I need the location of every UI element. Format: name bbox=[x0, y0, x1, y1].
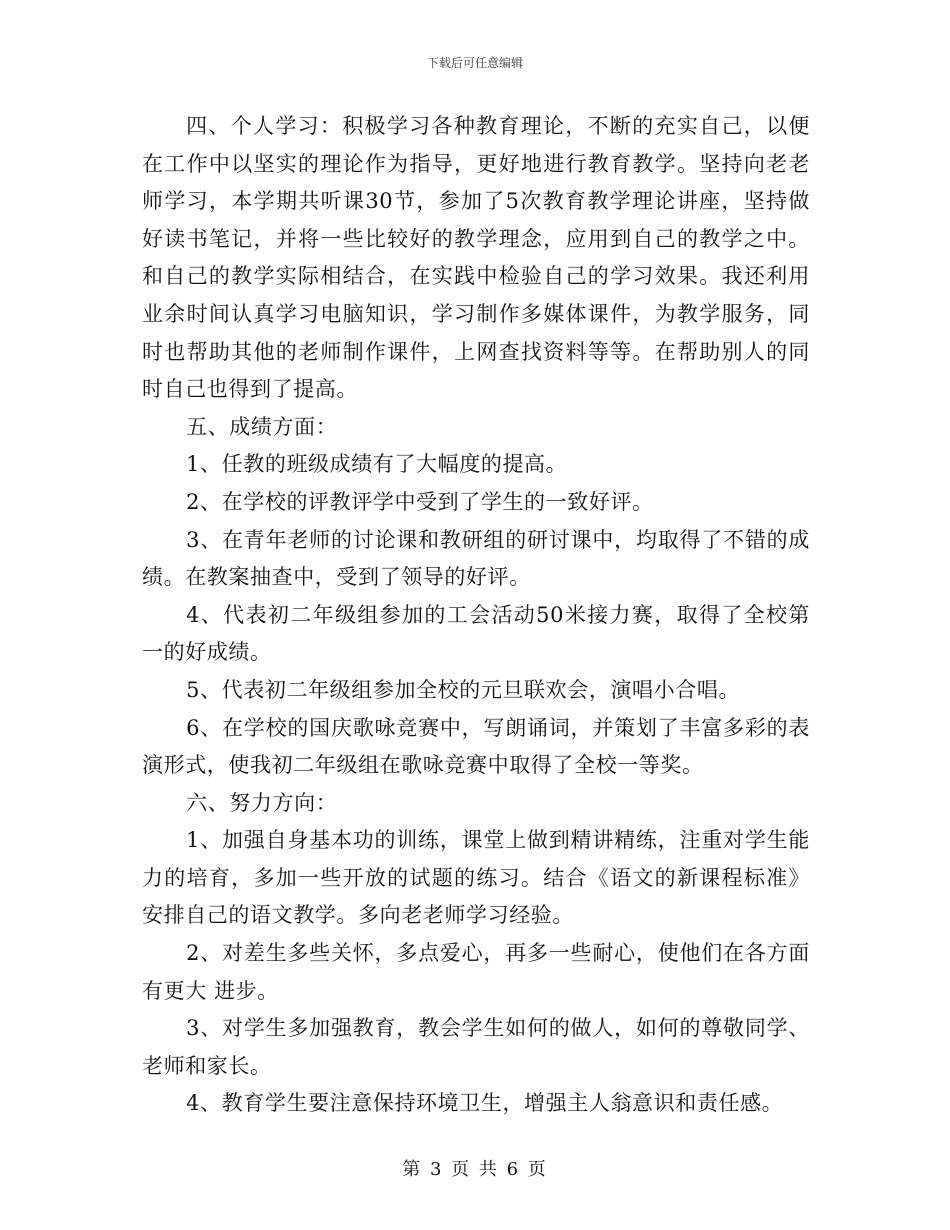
page-header-note: 下载后可任意编辑 bbox=[426, 56, 523, 70]
list-item: 1、任教的班级成绩有了大幅度的提高。 bbox=[186, 452, 568, 477]
paragraph-personal-study: 四、个人学习：积极学习各种教育理论，不断的充实自己，以便在工作中以坚实的理论作为指导，更好地进行教育教学。坚持向老老师学习，本学期共听课30节，参加了5次教育教学理论讲座，坚持做好读书笔记，并将一些比较好的教学理念，应用到自己的教学之中。和自己的教学实际相结合，在实践中检验自己的学习效果。我还利用业余时间认真学习电脑知识，学习制作多媒体课件，为教学服务，同时也帮助其他的老师制作课件，上网查找资料等等。在帮助别人的同时自己也得到了提高。 bbox=[142, 114, 810, 402]
heading-direction: 六、努力方向： bbox=[186, 790, 338, 815]
heading-achievements: 五、成绩方面： bbox=[186, 414, 338, 439]
list-item: 5、代表初二年级组参加全校的元旦联欢会，演唱小合唱。 bbox=[186, 677, 741, 702]
list-item: 6、在学校的国庆歌咏竞赛中，写朗诵词，并策划了丰富多彩的表演形式，使我初二年级组在歌咏竞赛中取得了全校一等奖。 bbox=[142, 715, 810, 778]
page-number: 第 3 页 共 6 页 bbox=[402, 1159, 548, 1180]
list-item: 2、对差生多些关怀，多点爱心，再多一些耐心，使他们在各方面有更大 进步。 bbox=[142, 941, 810, 1003]
document-body bbox=[142, 108, 810, 1123]
list-item: 3、对学生多加强教育，教会学生如何的做人，如何的尊敬同学、老师和家长。 bbox=[142, 1016, 810, 1078]
list-item: 4、代表初二年级组参加的工会活动50米接力赛，取得了全校第一的好成绩。 bbox=[142, 602, 810, 665]
list-item: 2、在学校的评教评学中受到了学生的一致好评。 bbox=[186, 489, 654, 514]
list-item: 1、加强自身基本功的训练，课堂上做到精讲精练，注重对学生能力的培育，多加一些开放的试题的练习。结合《语文的新课程标准》安排自己的语文教学。多向老老师学习经验。 bbox=[142, 828, 810, 928]
list-item: 3、在青年老师的讨论课和教研组的研讨课中，均取得了不错的成绩。在教案抽查中，受到了领导的好评。 bbox=[142, 527, 810, 590]
list-item: 4、教育学生要注意保持环境卫生，增强主人翁意识和责任感。 bbox=[186, 1091, 784, 1116]
